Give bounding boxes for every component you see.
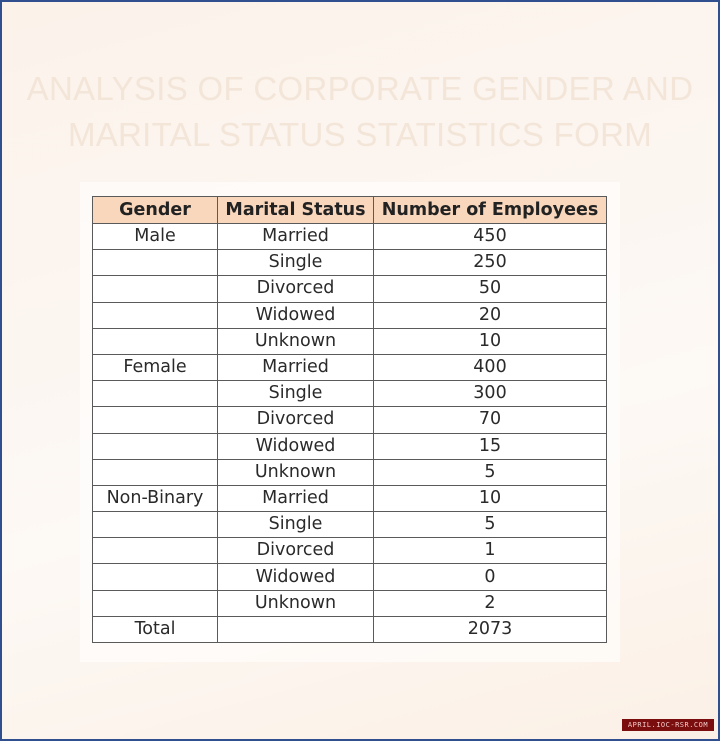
- table-row: [93, 276, 607, 302]
- cell-gender: [93, 328, 218, 354]
- title-line-1: ANALYSIS OF CORPORATE GENDER AND: [26, 70, 694, 107]
- cell-count: 15: [374, 433, 607, 459]
- cell-count: 70: [374, 407, 607, 433]
- table-header-row: [93, 197, 607, 224]
- table-row: [93, 590, 607, 616]
- cell-gender: [93, 538, 218, 564]
- cell-gender: [93, 407, 218, 433]
- cell-marital-status: Unknown: [218, 459, 374, 485]
- cell-count: 250: [374, 250, 607, 276]
- cell-gender: [93, 564, 218, 590]
- cell-marital-status: Married: [218, 485, 374, 511]
- table-row: [93, 381, 607, 407]
- table-row: [93, 459, 607, 485]
- cell-count: 20: [374, 302, 607, 328]
- table-row: [93, 485, 607, 511]
- cell-gender: [93, 459, 218, 485]
- cell-marital-status: Married: [218, 224, 374, 250]
- cell-count: 10: [374, 485, 607, 511]
- table-row: [93, 328, 607, 354]
- cell-count: 1: [374, 538, 607, 564]
- table-row: [93, 538, 607, 564]
- cell-count: 5: [374, 459, 607, 485]
- cell-count: 2: [374, 590, 607, 616]
- cell-gender: [93, 250, 218, 276]
- cell-gender: [93, 433, 218, 459]
- cell-marital-status: Divorced: [218, 407, 374, 433]
- cell-gender: [93, 302, 218, 328]
- table-total-row: [93, 616, 607, 642]
- cell-marital-status: Unknown: [218, 590, 374, 616]
- cell-marital-status: Divorced: [218, 538, 374, 564]
- cell-gender: Female: [93, 354, 218, 380]
- table-row: [93, 250, 607, 276]
- cell-marital-status: Divorced: [218, 276, 374, 302]
- cell-count: 0: [374, 564, 607, 590]
- cell-marital-status: Unknown: [218, 328, 374, 354]
- cell-count: 5: [374, 512, 607, 538]
- cell-marital-status: [218, 616, 374, 642]
- cell-count: 400: [374, 354, 607, 380]
- cell-marital-status: Single: [218, 512, 374, 538]
- cell-gender: [93, 276, 218, 302]
- header-number-of-employees: Number of Employees: [374, 197, 607, 224]
- cell-count: 300: [374, 381, 607, 407]
- statistics-table: [92, 196, 607, 643]
- page-title: [2, 66, 718, 158]
- cell-total-count: 2073: [374, 616, 607, 642]
- cell-marital-status: Widowed: [218, 564, 374, 590]
- cell-gender: [93, 381, 218, 407]
- table-row: [93, 354, 607, 380]
- watermark-badge: APRIL.IOC-RSR.COM: [622, 719, 714, 731]
- cell-count: 50: [374, 276, 607, 302]
- cell-gender: [93, 512, 218, 538]
- cell-count: 10: [374, 328, 607, 354]
- table-row: [93, 564, 607, 590]
- cell-marital-status: Widowed: [218, 302, 374, 328]
- cell-marital-status: Widowed: [218, 433, 374, 459]
- table-row: [93, 512, 607, 538]
- cell-marital-status: Single: [218, 381, 374, 407]
- cell-marital-status: Single: [218, 250, 374, 276]
- cell-gender: Non-Binary: [93, 485, 218, 511]
- table-row: [93, 302, 607, 328]
- table-row: [93, 433, 607, 459]
- table-row: [93, 224, 607, 250]
- cell-count: 450: [374, 224, 607, 250]
- cell-gender: Male: [93, 224, 218, 250]
- title-line-2: MARITAL STATUS STATISTICS FORM: [67, 116, 653, 153]
- header-marital-status: Marital Status: [218, 197, 374, 224]
- cell-gender: [93, 590, 218, 616]
- cell-total-label: Total: [93, 616, 218, 642]
- table-row: [93, 407, 607, 433]
- cell-marital-status: Married: [218, 354, 374, 380]
- header-gender: Gender: [93, 197, 218, 224]
